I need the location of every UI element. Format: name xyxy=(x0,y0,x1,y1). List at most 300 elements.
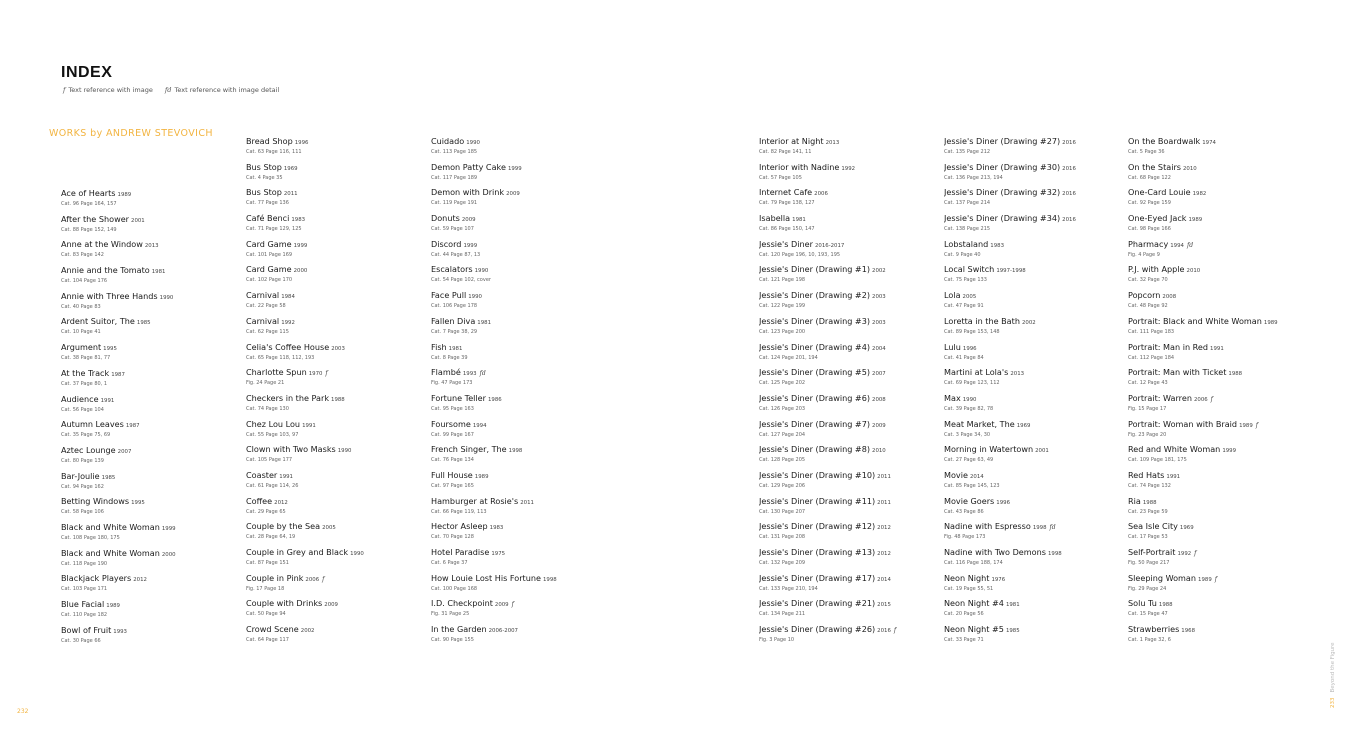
index-entry xyxy=(61,489,237,515)
index-entry xyxy=(431,155,607,181)
index-entry xyxy=(944,412,1120,438)
entry-figure-mark: f xyxy=(325,370,328,378)
entry-title: Bowl of Fruit xyxy=(61,624,112,635)
entry-title: Donuts xyxy=(431,213,460,224)
entry-reference: Cat. 41 Page 84 xyxy=(944,354,984,361)
entry-title: Jessie's Diner (Drawing #11) xyxy=(759,495,876,506)
index-entry xyxy=(1128,335,1304,361)
entry-title: Blackjack Players xyxy=(61,573,132,584)
entry-reference: Cat. 106 Page 178 xyxy=(431,303,478,309)
entry-title: Ardent Suitor, The xyxy=(61,316,135,327)
entry-year: 2015 xyxy=(877,602,891,609)
index-entry xyxy=(431,386,607,412)
entry-title: Chez Lou Lou xyxy=(246,418,301,429)
entry-reference: Cat. 102 Page 170 xyxy=(246,277,293,284)
entry-reference: Cat. 111 Page 183 xyxy=(1128,328,1175,335)
index-entry xyxy=(1128,206,1304,232)
index-legend xyxy=(63,86,279,94)
entry-year: 2009 xyxy=(324,602,338,609)
index-entry xyxy=(759,155,935,181)
entry-title: Jessie's Diner (Drawing #5) xyxy=(759,367,871,378)
entry-title: Black and White Woman xyxy=(61,547,160,558)
entry-year: 1992 xyxy=(841,165,856,172)
entry-reference: Cat. 68 Page 122 xyxy=(1128,174,1171,181)
entry-reference: Cat. 23 Page 59 xyxy=(1128,508,1168,515)
entry-reference: Cat. 100 Page 168 xyxy=(431,585,478,592)
entry-year: 1986 xyxy=(487,396,502,403)
entry-year: 2002 xyxy=(1021,319,1036,326)
index-entry xyxy=(759,386,935,412)
entry-figure-mark: f xyxy=(511,601,514,609)
entry-title: Demon Patty Cake xyxy=(431,161,506,172)
entry-reference: Cat. 119 Page 191 xyxy=(431,200,478,207)
entry-title: Jessie's Diner (Drawing #17) xyxy=(759,572,876,583)
entry-year: 1989 xyxy=(1263,319,1278,326)
index-entry xyxy=(431,437,607,463)
index-entry xyxy=(246,360,422,386)
entry-year: 1998 xyxy=(1032,525,1047,532)
entry-year: 2012 xyxy=(877,551,891,557)
entry-reference: Cat. 75 Page 133 xyxy=(944,277,987,284)
entry-reference: Cat. 80 Page 139 xyxy=(61,457,104,464)
entry-reference: Cat. 6 Page 37 xyxy=(431,560,468,566)
entry-title: Max xyxy=(944,392,961,403)
index-entry xyxy=(246,591,422,617)
entry-title: Red Hats xyxy=(1128,469,1165,480)
index-entry xyxy=(246,129,422,155)
entry-reference: Cat. 66 Page 119, 113 xyxy=(431,508,487,515)
index-entry xyxy=(944,257,1120,283)
entry-reference: Cat. 92 Page 159 xyxy=(1128,200,1171,207)
entry-figure-mark: f xyxy=(1210,395,1213,403)
entry-reference: Cat. 113 Page 185 xyxy=(431,149,478,155)
entry-year: 1994 xyxy=(1170,242,1184,249)
entry-reference: Cat. 74 Page 130 xyxy=(246,405,289,412)
entry-title: Jessie's Diner (Drawing #3) xyxy=(759,315,871,326)
entry-reference: Cat. 74 Page 132 xyxy=(1128,482,1171,489)
entry-year: 1990 xyxy=(468,294,482,301)
index-entry xyxy=(759,566,935,592)
index-entry xyxy=(759,309,935,335)
index-column-3 xyxy=(431,129,607,643)
index-entry xyxy=(246,283,422,309)
entry-year: 2010 xyxy=(1183,165,1197,172)
index-entry xyxy=(246,617,422,643)
legend-text-f: Text reference with image xyxy=(68,86,153,94)
entry-year: 1997-1998 xyxy=(996,268,1026,275)
entry-title: Face Pull xyxy=(431,290,467,301)
index-entry xyxy=(944,232,1120,258)
entry-reference: Cat. 127 Page 204 xyxy=(759,431,806,438)
entry-year: 2010 xyxy=(1186,268,1201,275)
entry-title: Coaster xyxy=(246,469,278,480)
entry-year: 1981 xyxy=(1005,602,1020,609)
index-entry xyxy=(944,437,1120,463)
entry-year: 1992 xyxy=(281,319,295,326)
entry-title: Sea Isle City xyxy=(1128,521,1178,532)
entry-reference: Cat. 110 Page 182 xyxy=(61,612,108,618)
entry-title: Popcorn xyxy=(1128,290,1161,301)
entry-year: 1989 xyxy=(117,192,132,198)
entry-reference: Cat. 132 Page 209 xyxy=(759,560,806,566)
entry-year: 1990 xyxy=(159,294,174,301)
entry-title: Portrait: Woman with Braid xyxy=(1128,418,1238,429)
index-entry xyxy=(431,489,607,515)
index-entry xyxy=(944,540,1120,566)
entry-year: 2004 xyxy=(872,345,886,352)
entry-title: Local Switch xyxy=(944,264,995,275)
index-entry xyxy=(759,360,935,386)
entry-reference: Cat. 123 Page 200 xyxy=(759,328,806,335)
index-entry xyxy=(944,360,1120,386)
index-entry xyxy=(944,283,1120,309)
index-entry xyxy=(431,514,607,540)
index-entry xyxy=(759,540,935,566)
index-entry xyxy=(759,257,935,283)
entry-year: 1991 xyxy=(1210,345,1224,352)
entry-title: Meat Market, The xyxy=(944,418,1015,429)
entry-title: P.J. with Apple xyxy=(1128,264,1185,275)
entry-year: 1991 xyxy=(100,397,115,404)
entry-reference: Cat. 128 Page 205 xyxy=(759,457,806,463)
entry-title: Lola xyxy=(944,290,961,301)
entry-reference: Cat. 33 Page 71 xyxy=(944,637,984,643)
entry-reference: Cat. 89 Page 153, 148 xyxy=(944,328,1000,335)
entry-year: 1999 xyxy=(161,525,176,532)
entry-reference: Cat. 65 Page 118, 112, 193 xyxy=(246,354,315,361)
entry-title: Lulu xyxy=(944,341,961,352)
entry-reference: Cat. 122 Page 199 xyxy=(759,303,806,309)
entry-reference: Cat. 10 Page 41 xyxy=(61,329,101,336)
entry-year: 2013 xyxy=(144,243,159,250)
index-entry xyxy=(61,258,237,284)
section-heading: WORKS by ANDREW STEVOVICH xyxy=(49,128,213,139)
entry-reference: Cat. 37 Page 80, 1 xyxy=(61,380,108,387)
index-entry xyxy=(431,129,607,155)
entry-year: 1984 xyxy=(281,294,295,301)
index-entry xyxy=(431,360,607,386)
index-entry xyxy=(246,437,422,463)
entry-reference: Cat. 32 Page 70 xyxy=(1128,277,1168,284)
entry-year: 2006 xyxy=(814,191,828,198)
entry-year: 2003 xyxy=(872,294,886,301)
entry-title: Jessie's Diner (Drawing #2) xyxy=(759,290,871,301)
index-entry xyxy=(759,463,935,489)
entry-reference: Cat. 137 Page 214 xyxy=(944,200,991,207)
entry-year: 2009 xyxy=(461,217,476,224)
entry-year: 1993 xyxy=(462,371,477,378)
entry-reference: Cat. 129 Page 206 xyxy=(759,482,806,489)
index-entry xyxy=(431,180,607,206)
entry-year: 1969 xyxy=(283,165,298,172)
index-entry xyxy=(246,257,422,283)
index-entry xyxy=(431,257,607,283)
entry-title: Jessie's Diner (Drawing #27) xyxy=(944,136,1061,146)
index-entry xyxy=(61,566,237,592)
entry-year: 1983 xyxy=(489,525,504,532)
entry-year: 2006 xyxy=(1193,396,1208,403)
index-entry xyxy=(944,617,1120,643)
entry-year: 1981 xyxy=(792,217,806,224)
entry-title: Loretta in the Bath xyxy=(944,315,1020,326)
index-entry xyxy=(944,489,1120,515)
entry-figure-mark: fd xyxy=(479,370,486,378)
index-entry xyxy=(944,335,1120,361)
entry-reference: Cat. 85 Page 145, 123 xyxy=(944,482,1000,489)
entry-year: 2009 xyxy=(872,422,886,429)
entry-year: 2013 xyxy=(825,140,840,146)
entry-title: Jessie's Diner (Drawing #13) xyxy=(759,547,876,557)
index-entry xyxy=(944,514,1120,540)
entry-title: Coffee xyxy=(246,495,273,506)
entry-year: 2016 xyxy=(1062,165,1076,172)
page-number-right: 233 xyxy=(1330,697,1336,708)
entry-reference: Cat. 9 Page 40 xyxy=(944,251,981,258)
entry-year: 1987 xyxy=(125,423,140,430)
entry-reference: Cat. 3 Page 34, 30 xyxy=(944,431,991,438)
entry-reference: Cat. 86 Page 150, 147 xyxy=(759,226,815,232)
entry-year: 2000 xyxy=(161,551,176,558)
entry-year: 1999 xyxy=(293,242,308,249)
entry-reference: Cat. 71 Page 129, 125 xyxy=(246,226,302,232)
index-entry xyxy=(1128,566,1304,592)
entry-year: 1998 xyxy=(508,448,523,455)
entry-title: Movie xyxy=(944,469,968,480)
entry-year: 1989 xyxy=(1239,422,1253,429)
entry-figure-mark: fd xyxy=(1049,524,1056,532)
entry-year: 1990 xyxy=(337,448,352,455)
entry-reference: Cat. 40 Page 83 xyxy=(61,303,101,310)
entry-title: Jessie's Diner (Drawing #7) xyxy=(759,418,871,429)
entry-title: Jessie's Diner (Drawing #30) xyxy=(944,161,1061,172)
entry-title: Interior with Nadine xyxy=(759,161,840,172)
entry-year: 2006-2007 xyxy=(488,628,518,635)
entry-reference: Cat. 118 Page 190 xyxy=(61,560,108,567)
index-entry xyxy=(61,618,237,644)
index-column-2 xyxy=(246,129,422,643)
entry-year: 2007 xyxy=(872,371,886,378)
index-entry xyxy=(759,232,935,258)
entry-year: 2016 xyxy=(1062,217,1076,224)
entry-year: 1988 xyxy=(331,396,345,403)
entry-reference: Cat. 15 Page 47 xyxy=(1128,611,1168,618)
index-entry xyxy=(759,180,935,206)
entry-title: Jessie's Diner xyxy=(759,238,813,249)
entry-year: 1989 xyxy=(1188,217,1203,224)
entry-title: Card Game xyxy=(246,238,292,249)
entry-reference: Cat. 94 Page 162 xyxy=(61,483,104,490)
entry-reference: Fig. 15 Page 17 xyxy=(1128,405,1167,412)
entry-figure-mark: f xyxy=(322,575,325,583)
index-entry xyxy=(1128,463,1304,489)
entry-title: Nadine with Two Demons xyxy=(944,547,1046,557)
entry-title: Movie Goers xyxy=(944,495,995,506)
entry-reference: Cat. 82 Page 141, 11 xyxy=(759,149,812,155)
entry-year: 2001 xyxy=(1035,448,1049,455)
index-entry xyxy=(944,386,1120,412)
entry-reference: Cat. 35 Page 75, 69 xyxy=(61,432,111,438)
index-entry xyxy=(61,541,237,567)
entry-reference: Cat. 101 Page 169 xyxy=(246,251,293,258)
index-entry xyxy=(759,335,935,361)
entry-title: Couple in Grey and Black xyxy=(246,547,349,557)
index-entry xyxy=(759,617,935,643)
entry-year: 2009 xyxy=(494,602,509,609)
entry-title: At the Track xyxy=(61,367,110,378)
entry-title: Checkers in the Park xyxy=(246,392,330,403)
entry-reference: Cat. 76 Page 134 xyxy=(431,457,474,463)
entry-title: Jessie's Diner (Drawing #21) xyxy=(759,598,876,609)
entry-title: I.D. Checkpoint xyxy=(431,598,493,609)
entry-reference: Cat. 59 Page 107 xyxy=(431,226,474,232)
entry-title: Neon Night #4 xyxy=(944,598,1004,609)
index-entry xyxy=(431,283,607,309)
index-entry xyxy=(246,566,422,592)
entry-reference: Fig. 4 Page 9 xyxy=(1128,251,1160,258)
entry-title: Martini at Lola's xyxy=(944,367,1009,378)
entry-reference: Cat. 125 Page 202 xyxy=(759,380,806,386)
entry-title: Escalators xyxy=(431,264,473,275)
entry-year: 1968 xyxy=(1181,628,1196,635)
entry-title: Jessie's Diner (Drawing #8) xyxy=(759,444,871,455)
entry-reference: Cat. 30 Page 66 xyxy=(61,637,101,644)
index-column-6 xyxy=(1128,129,1304,643)
index-entry xyxy=(61,412,237,438)
entry-title: Hotel Paradise xyxy=(431,547,490,557)
entry-title: Argument xyxy=(61,342,102,353)
entry-figure-mark: f xyxy=(1255,421,1259,429)
legend-mark-fd: fd xyxy=(164,86,172,94)
entry-title: After the Shower xyxy=(61,213,130,224)
index-entry xyxy=(61,284,237,310)
entry-year: 1995 xyxy=(103,346,117,353)
index-entry xyxy=(61,438,237,464)
entry-reference: Cat. 131 Page 208 xyxy=(759,534,806,540)
index-entry xyxy=(1128,232,1304,258)
entry-year: 1976 xyxy=(991,576,1006,583)
entry-reference: Cat. 4 Page 35 xyxy=(246,174,283,181)
entry-reference: Cat. 22 Page 58 xyxy=(246,303,286,309)
entry-year: 2011 xyxy=(877,473,891,480)
entry-reference: Cat. 5 Page 36 xyxy=(1128,149,1165,155)
entry-year: 1988 xyxy=(1158,602,1173,609)
entry-reference: Cat. 57 Page 105 xyxy=(759,174,802,181)
entry-title: Annie with Three Hands xyxy=(61,290,158,301)
index-entry xyxy=(61,464,237,490)
index-column-1 xyxy=(61,181,237,643)
index-entry xyxy=(431,309,607,335)
index-entry xyxy=(944,155,1120,181)
entry-title: One-Card Louie xyxy=(1128,187,1191,198)
entry-year: 2007 xyxy=(117,448,132,455)
running-footer xyxy=(1330,642,1336,708)
entry-title: How Louie Lost His Fortune xyxy=(431,572,541,583)
entry-reference: Cat. 83 Page 142 xyxy=(61,252,104,259)
index-entry xyxy=(246,206,422,232)
entry-title: Celia's Coffee House xyxy=(246,341,330,352)
index-entry xyxy=(1128,257,1304,283)
entry-title: One-Eyed Jack xyxy=(1128,213,1187,224)
entry-reference: Cat. 27 Page 63, 49 xyxy=(944,457,994,463)
entry-title: Discord xyxy=(431,238,462,249)
entry-reference: Cat. 12 Page 43 xyxy=(1128,380,1168,386)
entry-title: Jessie's Diner (Drawing #12) xyxy=(759,521,876,532)
entry-reference: Fig. 31 Page 25 xyxy=(431,611,470,618)
entry-reference: Cat. 50 Page 94 xyxy=(246,611,286,618)
entry-reference: Cat. 98 Page 166 xyxy=(1128,226,1171,232)
entry-year: 1999 xyxy=(463,242,478,249)
entry-year: 1991 xyxy=(302,422,316,429)
entry-title: Fallen Diva xyxy=(431,315,476,326)
entry-title: Charlotte Spun xyxy=(246,367,307,378)
entry-year: 2014 xyxy=(877,576,891,583)
entry-reference: Fig. 29 Page 24 xyxy=(1128,585,1167,592)
index-entry xyxy=(1128,360,1304,386)
index-entry xyxy=(944,206,1120,232)
entry-reference: Cat. 77 Page 136 xyxy=(246,200,289,207)
entry-year: 1991 xyxy=(1166,473,1181,480)
entry-title: Café Benci xyxy=(246,213,290,224)
entry-title: Aztec Lounge xyxy=(61,444,116,455)
entry-title: Nadine with Espresso xyxy=(944,521,1031,532)
entry-reference: Cat. 104 Page 176 xyxy=(61,278,108,284)
entry-reference: Cat. 121 Page 198 xyxy=(759,277,806,284)
entry-year: 1970 xyxy=(308,371,323,378)
entry-year: 2008 xyxy=(1162,294,1177,301)
entry-year: 2013 xyxy=(1010,371,1025,378)
index-entry xyxy=(1128,180,1304,206)
entry-title: Annie and the Tomato xyxy=(61,265,150,276)
entry-reference: Cat. 62 Page 115 xyxy=(246,328,289,335)
entry-reference: Cat. 108 Page 180, 175 xyxy=(61,534,120,541)
entry-reference: Cat. 105 Page 177 xyxy=(246,457,293,463)
entry-year: 1991 xyxy=(279,473,293,480)
entry-year: 2005 xyxy=(322,525,336,532)
index-entry xyxy=(1128,155,1304,181)
index-entry xyxy=(246,489,422,515)
index-entry xyxy=(431,463,607,489)
entry-title: Bus Stop xyxy=(246,161,282,172)
entry-year: 1996 xyxy=(962,345,977,352)
entry-year: 1996 xyxy=(996,499,1010,506)
entry-title: Internet Cafe xyxy=(759,187,813,198)
entry-title: Neon Night xyxy=(944,572,990,583)
entry-title: Neon Night #5 xyxy=(944,624,1004,635)
entry-year: 1992 xyxy=(1177,551,1192,557)
entry-title: Hamburger at Rosie's xyxy=(431,495,519,506)
entry-year: 1999 xyxy=(507,165,522,172)
entry-reference: Cat. 7 Page 38, 29 xyxy=(431,328,478,335)
entry-title: Cuidado xyxy=(431,136,465,146)
entry-year: 1999 xyxy=(1222,448,1237,455)
index-entry xyxy=(944,129,1120,155)
entry-year: 1989 xyxy=(474,473,489,480)
entry-reference: Cat. 79 Page 138, 127 xyxy=(759,200,815,207)
index-entry xyxy=(759,514,935,540)
index-entry xyxy=(246,540,422,566)
index-entry xyxy=(1128,386,1304,412)
entry-year: 1981 xyxy=(448,345,463,352)
entry-title: Autumn Leaves xyxy=(61,419,124,430)
entry-reference: Cat. 95 Page 163 xyxy=(431,405,474,412)
entry-figure-mark: fd xyxy=(1186,241,1194,249)
entry-reference: Cat. 48 Page 92 xyxy=(1128,303,1168,309)
index-column-5 xyxy=(944,129,1120,643)
entry-year: 1996 xyxy=(294,140,309,146)
entry-year: 1981 xyxy=(151,269,166,276)
index-entry xyxy=(431,206,607,232)
entry-title: Crowd Scene xyxy=(246,624,299,635)
